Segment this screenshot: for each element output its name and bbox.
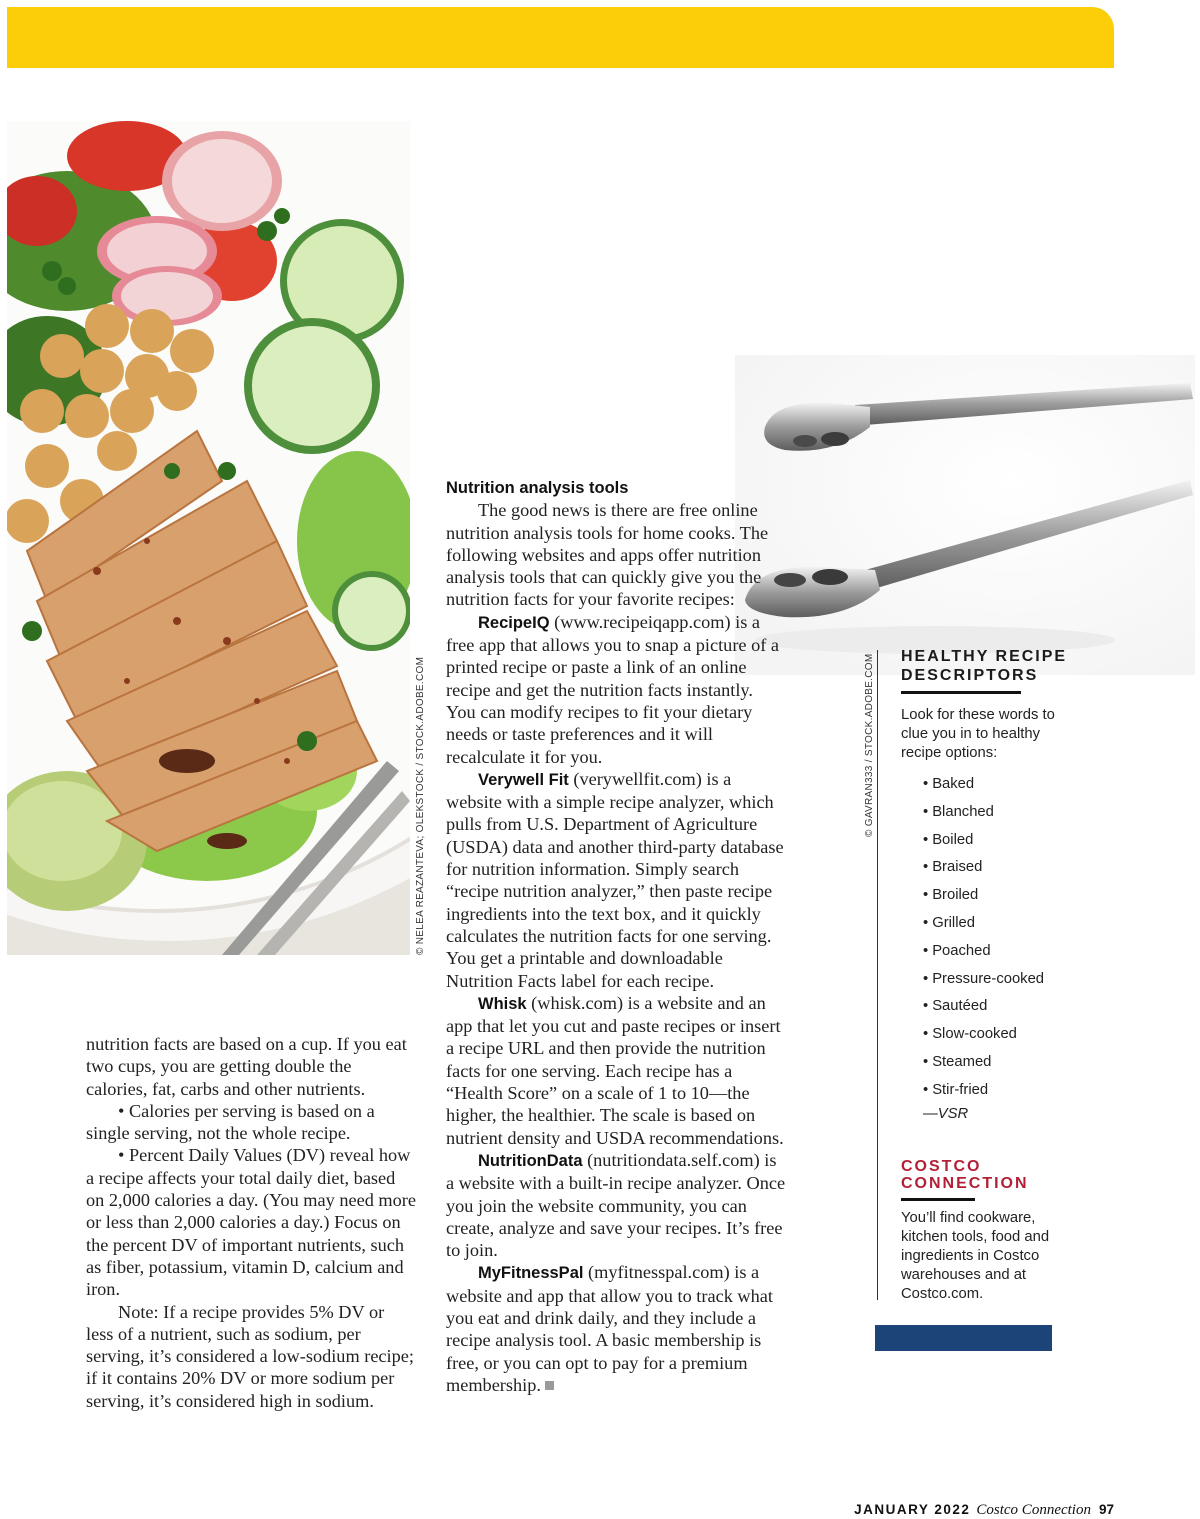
- paragraph: • Percent Daily Values (DV) reveal how a recipe affects your total daily diet, based on 2,000 calories a day. (You may need more or less than 2,000 calories a day.) Focus on the percent DV of important nutrients, such as fiber, potassium, vitamin D, calcium and iron.: [86, 1145, 416, 1300]
- list-item: • Steamed: [923, 1049, 1101, 1077]
- intro-paragraph: The good news is there are free online nutrition analysis tools for home cooks. The following websites and apps offer nutrition analysis tools that can quickly give you the nutrition facts for your favorite recipes:: [446, 500, 769, 610]
- tool-name: NutritionData: [478, 1151, 583, 1170]
- left-column: [86, 1033, 416, 1412]
- list-item: • Boiled: [923, 827, 1101, 855]
- footer-date: JANUARY 2022: [854, 1502, 971, 1517]
- tool-name: MyFitnessPal: [478, 1264, 584, 1283]
- paragraph: Note: If a recipe provides 5% DV or less of a nutrient, such as sodium, per serving, it’s considered a low-sodium recipe; if it contains 20% DV or more sodium per serving, it’s considered high in sodium.: [86, 1301, 414, 1411]
- list-item: • Slow-cooked: [923, 1021, 1101, 1049]
- list-item: • Poached: [923, 938, 1101, 966]
- photo-credit-tongs: © GAVRAN333 / STOCK.ADOBE.COM: [864, 653, 875, 837]
- costco-connection-text: You’ll find cookware, kitchen tools, food and ingredients in Costco warehouses and at Costco.com.: [901, 1210, 1050, 1302]
- salad-bowl-photo: [7, 121, 410, 955]
- paragraph: • Calories per serving is based on a single serving, not the whole recipe.: [86, 1100, 375, 1144]
- costco-link-button[interactable]: [875, 1325, 1052, 1351]
- sidebar-title-line: DESCRIPTORS: [901, 667, 1039, 684]
- list-item: • Baked: [923, 771, 1101, 799]
- tool-paragraph-nutritiondata: [446, 1149, 786, 1261]
- tool-description: (verywellfit.com) is a website with a simple recipe analyzer, which pulls from U.S. Department of Agriculture (USDA) data and another third-party database for nutrition information. Simply search “recipe nutrition analyzer,” then paste recipe ingredients into the text box, and it quickly calculates the nutrition facts for one serving. You get a printable and downloadable Nutrition Facts label for each recipe.: [446, 768, 784, 991]
- tool-description: (whisk.com) is a website and an app that let you cut and paste recipes or insert a recipe URL and then provide the nutrition facts for one serving. Each recipe has a “Health Score” on a scale of 1 to 10—the higher, the healthier. The scale is based on nutrient density and USDA recommendations.: [446, 992, 784, 1148]
- tool-name: RecipeIQ: [478, 613, 550, 632]
- list-item: • Stir-fried: [923, 1077, 1101, 1105]
- sidebar-divider: [877, 650, 878, 1300]
- tool-paragraph-recipeiq: [446, 611, 786, 768]
- photo-credit-salad: © NELEA REAZANTEVA; OLEKSTOCK / STOCK.ADOBE.COM: [415, 656, 426, 955]
- tool-description: (myfitnesspal.com) is a website and app that allow you to track what you eat and drink daily, and they include a recipe analysis tool. A basic membership is free, or you can opt to pay for a premium membership.: [446, 1262, 773, 1395]
- kitchen-tongs-photo: [735, 355, 1195, 675]
- tool-name: Whisk: [478, 994, 527, 1013]
- list-item: • Grilled: [923, 910, 1101, 938]
- tool-paragraph-whisk: [446, 992, 786, 1149]
- healthy-descriptors-sidebar: [901, 647, 1101, 1124]
- tool-description: (nutritiondata.self.com) is a website with a built-in recipe analyzer. Once you join the website community, you can create, analyze and save your recipes. It’s free to join.: [446, 1149, 786, 1261]
- costco-connection-title: [901, 1158, 1029, 1192]
- tool-description: (www.recipeiqapp.com) is a free app that allows you to snap a picture of a printed recipe or paste a link of an online recipe and get the nutrition facts instantly. You can modify recipes to fit your dietary needs or taste preferences and it will recalculate it for you.: [446, 611, 780, 767]
- list-item: • Blanched: [923, 799, 1101, 827]
- tool-name: Verywell Fit: [478, 770, 569, 789]
- tool-paragraph-verywellfit: [446, 768, 786, 992]
- footer-magazine-name: Costco Connection: [976, 1502, 1091, 1518]
- section-heading: Nutrition analysis tools: [446, 479, 629, 497]
- end-mark-icon: [545, 1381, 554, 1390]
- page-number: 97: [1098, 1502, 1114, 1517]
- list-item: • Sautéed: [923, 993, 1101, 1021]
- tool-paragraph-myfitnesspal: [446, 1261, 786, 1396]
- sidebar-byline: —VSR: [923, 1105, 969, 1122]
- costco-title-line: COSTCO: [901, 1158, 982, 1175]
- list-item: • Pressure-cooked: [923, 966, 1101, 994]
- costco-title-line: CONNECTION: [901, 1175, 1029, 1192]
- list-item: • Braised: [923, 854, 1101, 882]
- sidebar-title-line: HEALTHY RECIPE: [901, 648, 1068, 665]
- sidebar-title-underline: [901, 691, 1021, 694]
- list-item: • Broiled: [923, 882, 1101, 910]
- header-color-bar: [7, 7, 1114, 68]
- paragraph: nutrition facts are based on a cup. If you eat two cups, you are getting double the calories, fat, carbs and other nutrients.: [86, 1034, 407, 1099]
- sidebar-title: [901, 647, 1101, 685]
- page-footer: [854, 1502, 1114, 1519]
- costco-title-underline: [901, 1198, 975, 1201]
- sidebar-intro: Look for these words to clue you in to healthy recipe options:: [901, 707, 1055, 761]
- middle-column: [446, 477, 786, 1396]
- descriptor-list: [901, 771, 1101, 1105]
